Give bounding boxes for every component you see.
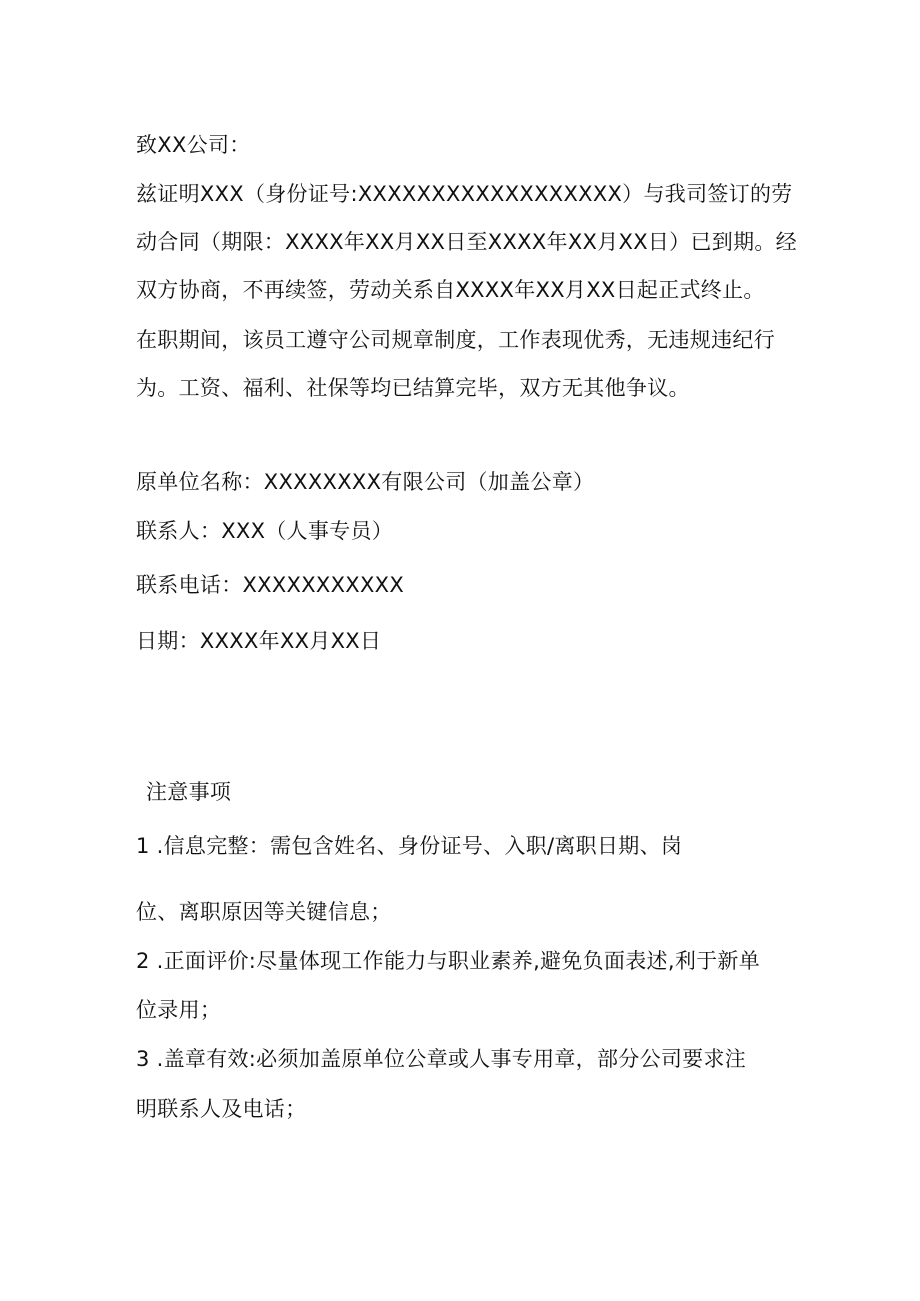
body-line-2: 动合同（期限：XXXX年XX月XX日至XXXX年XX月XX日）已到期。经 (136, 230, 797, 254)
info-unit: 原单位名称：XXXXXXXX有限公司（加盖公章） (136, 470, 595, 494)
note-line-6: 明联系人及电话； (136, 1097, 307, 1121)
body-line-4: 在职期间，该员工遵守公司规章制度，工作表现优秀，无违规违纪行 (136, 328, 775, 352)
body-line-3: 双方协商，不再续签，劳动关系自XXXX年XX月XX日起正式终止。 (136, 278, 765, 302)
note-line-1: 1 .信息完整：需包含姓名、身份证号、入职/离职日期、岗 (136, 834, 683, 858)
body-line-5: 为。工资、福利、社保等均已结算完毕，双方无其他争议。 (136, 376, 690, 400)
note-line-4: 位录用； (136, 998, 222, 1022)
note-line-2: 位、离职原因等关键信息； (136, 900, 392, 924)
info-date: 日期：XXXX年XX月XX日 (136, 629, 382, 653)
note-line-5: 3 .盖章有效:必须加盖原单位公章或人事专用章，部分公司要求注 (136, 1047, 747, 1071)
note-line-3: 2 .正面评价:尽量体现工作能力与职业素养,避免负面表述,利于新单 (136, 949, 761, 973)
info-contact: 联系人：XXX（人事专员） (136, 519, 394, 543)
body-line-1: 兹证明XXX（身份证号:XXXXXXXXXXXXXXXXXX）与我司签订的劳 (136, 182, 793, 206)
salutation: 致XX公司： (136, 133, 251, 157)
info-phone: 联系电话：XXXXXXXXXXX (136, 573, 405, 597)
notes-heading: 注意事项 (146, 780, 232, 804)
